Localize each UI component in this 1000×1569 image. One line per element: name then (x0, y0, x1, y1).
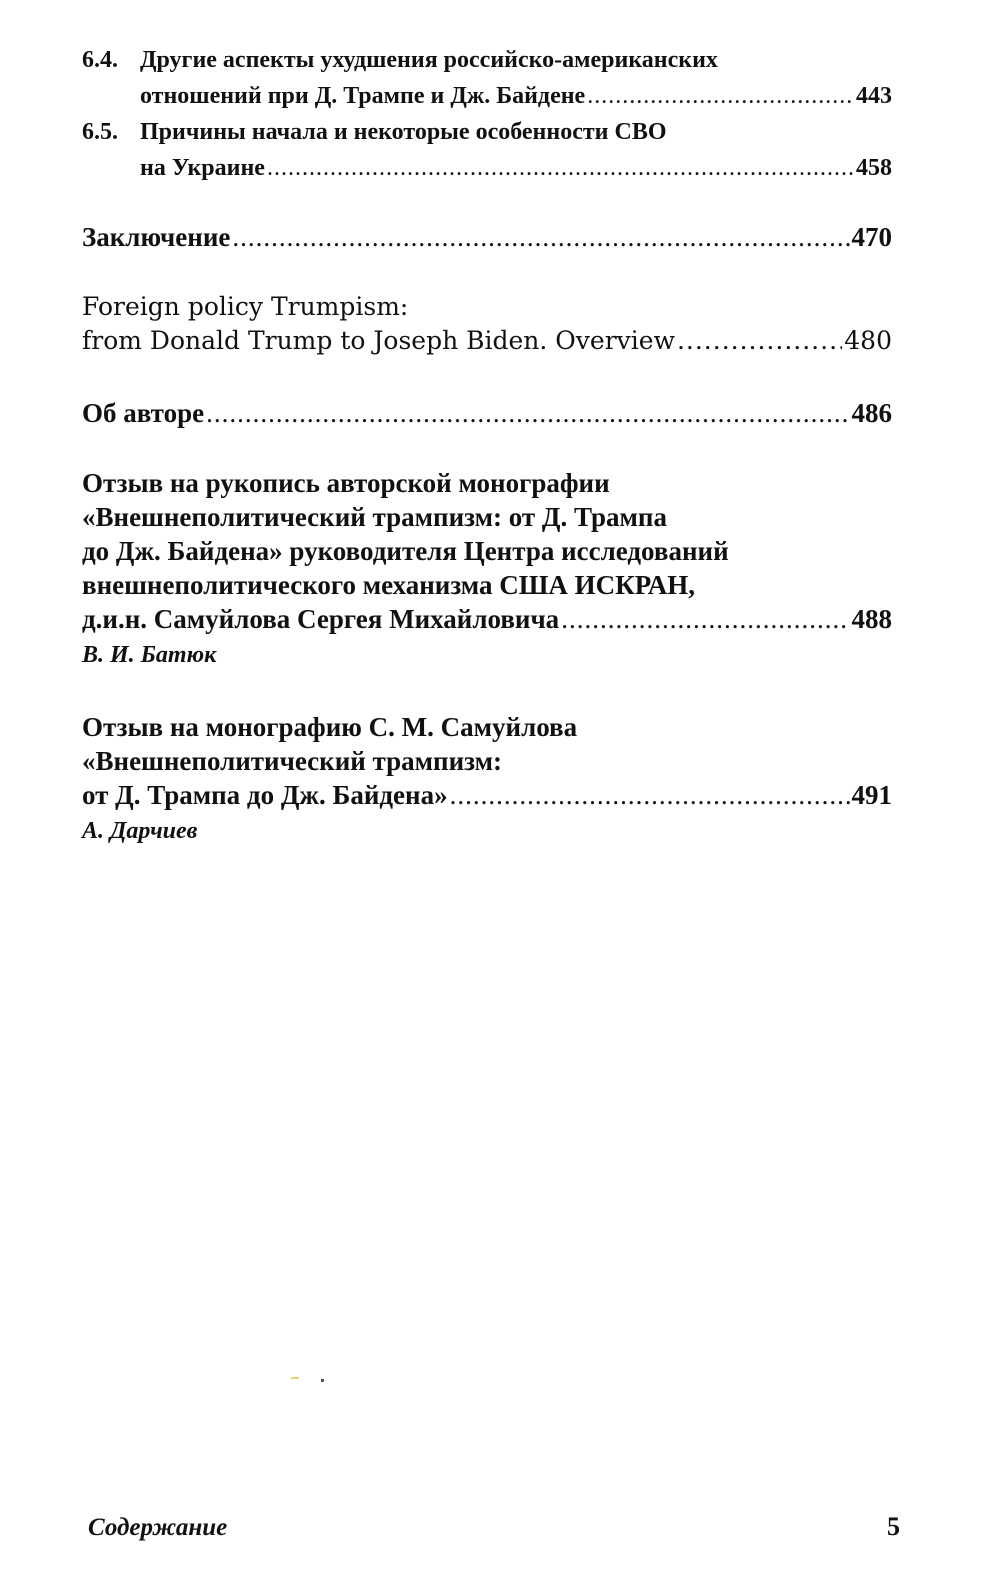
entry-title: Заключение (82, 222, 231, 252)
entry-title-line-2: на Украине (140, 155, 265, 181)
page-number: 458 (856, 155, 892, 181)
page-number: 491 (851, 780, 892, 810)
entry-title-line-1: Отзыв на рукопись авторской монографии (82, 468, 610, 498)
entry-title-line-5: д.и.н. Самуйлова Сергея Михайловича (82, 604, 560, 634)
dot-leader (677, 324, 842, 358)
entry-author: А. Дарчиев (82, 818, 198, 844)
toc-entry-6-5[interactable] (82, 114, 892, 186)
entry-title-line-2: «Внешнеполитический трампизм: от Д. Трампа (82, 502, 667, 532)
page-footer (88, 1512, 900, 1542)
dot-leader (587, 78, 854, 114)
dot-leader (232, 220, 849, 254)
toc-entry-overview[interactable] (82, 290, 892, 358)
entry-number: 6.4. (82, 47, 118, 73)
running-title: Содержание (88, 1514, 228, 1541)
toc-entry-6-4[interactable] (82, 42, 892, 114)
toc-entry-conclusion[interactable] (82, 220, 892, 254)
dot-leader (450, 778, 850, 812)
entry-title-line-1: Причины начала и некоторые особенности СВО (140, 119, 667, 145)
page-number: 488 (851, 604, 892, 634)
print-speck (291, 1376, 325, 1382)
entry-title: Об авторе (82, 398, 205, 428)
entry-title-line-1: Другие аспекты ухудшения российско-американских (140, 47, 718, 73)
entry-number: 6.5. (82, 119, 118, 145)
dot-leader (561, 602, 849, 636)
toc-entry-about-author[interactable] (82, 396, 892, 430)
entry-title-line-1: Foreign policy Trumpism: (82, 292, 409, 321)
entry-author: В. И. Батюк (82, 642, 217, 668)
toc-entry-review-2[interactable] (82, 710, 892, 848)
toc-entry-review-1[interactable] (82, 466, 892, 672)
entry-title-line-2: «Внешнеполитический трампизм: (82, 746, 503, 776)
entry-title-line-3: от Д. Трампа до Дж. Байдена» (82, 780, 448, 810)
dot-leader (267, 150, 854, 186)
page-number-footer: 5 (887, 1512, 900, 1541)
dot-leader (206, 396, 849, 430)
entry-title-line-2: from Donald Trump to Joseph Biden. Overview (82, 326, 675, 355)
entry-title-line-4: внешнеполитического механизма США ИСКРАН, (82, 570, 696, 600)
page-number: 470 (851, 222, 892, 252)
page-number: 443 (856, 83, 892, 109)
page-number: 486 (851, 398, 892, 428)
entry-title-line-3: до Дж. Байдена» руководителя Центра исследований (82, 536, 729, 566)
entry-title-line-1: Отзыв на монографию С. М. Самуйлова (82, 712, 578, 742)
page-number: 480 (844, 326, 892, 355)
entry-title-line-2: отношений при Д. Трампе и Дж. Байдене (140, 83, 586, 109)
